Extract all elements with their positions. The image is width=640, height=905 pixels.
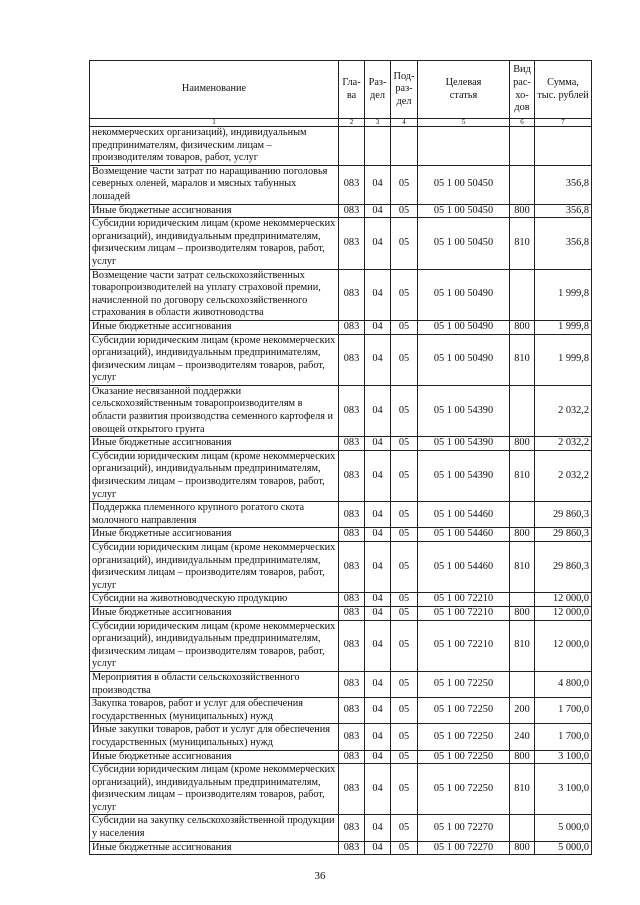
row-razdel-cell: 04 [365, 502, 391, 528]
row-target-cell: 05 1 00 54460 [418, 542, 510, 593]
table-body [90, 127, 592, 855]
row-name-cell: Субсидии юридическим лицам (кроме некоммерческих организаций), индивидуальным предпринимателям, физическим лицам – производителям товаров, работ, услуг [90, 542, 339, 593]
row-podrazdel-cell: 05 [391, 437, 418, 451]
table-row [90, 764, 592, 815]
row-sum-cell: 356,8 [535, 165, 592, 204]
row-expense-type-cell: 810 [510, 620, 535, 671]
row-glava-cell: 083 [339, 269, 365, 320]
row-name-cell: Иные закупки товаров, работ и услуг для обеспечения государственных (муниципальных) нужд [90, 724, 339, 750]
row-target-cell: 05 1 00 72250 [418, 724, 510, 750]
row-glava-cell: 083 [339, 620, 365, 671]
row-glava-cell: 083 [339, 671, 365, 697]
row-razdel-cell: 04 [365, 269, 391, 320]
row-target-cell: 05 1 00 72250 [418, 671, 510, 697]
row-target-cell: 05 1 00 72270 [418, 841, 510, 855]
row-sum-cell: 2 032,2 [535, 450, 592, 501]
row-razdel-cell: 04 [365, 450, 391, 501]
table-row [90, 385, 592, 436]
row-sum-cell: 356,8 [535, 218, 592, 269]
row-glava-cell: 083 [339, 204, 365, 218]
row-target-cell: 05 1 00 54390 [418, 450, 510, 501]
row-glava-cell: 083 [339, 815, 365, 841]
column-number: 4 [391, 119, 418, 127]
row-target-cell: 05 1 00 54390 [418, 385, 510, 436]
row-target-cell: 05 1 00 54460 [418, 502, 510, 528]
row-name-cell: Возмещение части затрат по наращиванию поголовья северных оленей, маралов и мясных табунных лошадей [90, 165, 339, 204]
row-podrazdel-cell: 05 [391, 385, 418, 436]
row-name-cell: Субсидии юридическим лицам (кроме некоммерческих организаций), индивидуальным предпринимателям, физическим лицам – производителям товаров, работ, услуг [90, 764, 339, 815]
row-glava-cell: 083 [339, 502, 365, 528]
row-expense-type-cell: 810 [510, 450, 535, 501]
header-sum: Сумма, тыс. рублей [535, 61, 592, 119]
row-sum-cell: 356,8 [535, 204, 592, 218]
row-name-cell: Возмещение части затрат сельскохозяйственных товаропроизводителей на уплату страховой премии, начисленной по договору сельскохозяйственного страхования в области животноводства [90, 269, 339, 320]
header-row [90, 61, 592, 119]
row-name-cell: Иные бюджетные ассигнования [90, 750, 339, 764]
row-razdel-cell: 04 [365, 764, 391, 815]
header-name: Наименование [90, 61, 339, 119]
row-glava-cell: 083 [339, 334, 365, 385]
row-sum-cell: 5 000,0 [535, 815, 592, 841]
row-razdel-cell: 04 [365, 750, 391, 764]
row-razdel-cell: 04 [365, 165, 391, 204]
row-podrazdel-cell [391, 127, 418, 166]
row-glava-cell: 083 [339, 165, 365, 204]
header-target-article: Целевая статья [418, 61, 510, 119]
header-podrazdel: Под- раз- дел [391, 61, 418, 119]
row-target-cell: 05 1 00 72250 [418, 750, 510, 764]
row-name-cell: Субсидии юридическим лицам (кроме некоммерческих организаций), индивидуальным предпринимателям, физическим лицам – производителям товаров, работ, услуг [90, 450, 339, 501]
row-razdel-cell: 04 [365, 204, 391, 218]
table-row [90, 724, 592, 750]
row-glava-cell: 083 [339, 606, 365, 620]
row-expense-type-cell: 810 [510, 334, 535, 385]
row-sum-cell: 29 860,3 [535, 542, 592, 593]
row-podrazdel-cell: 05 [391, 671, 418, 697]
row-podrazdel-cell: 05 [391, 841, 418, 855]
row-expense-type-cell: 810 [510, 218, 535, 269]
row-glava-cell: 083 [339, 437, 365, 451]
row-sum-cell: 12 000,0 [535, 606, 592, 620]
column-number: 7 [535, 119, 592, 127]
row-expense-type-cell [510, 593, 535, 607]
row-glava-cell: 083 [339, 320, 365, 334]
table-row [90, 606, 592, 620]
row-glava-cell: 083 [339, 750, 365, 764]
row-sum-cell: 1 999,8 [535, 320, 592, 334]
row-podrazdel-cell: 05 [391, 334, 418, 385]
row-target-cell: 05 1 00 50450 [418, 204, 510, 218]
column-number: 5 [418, 119, 510, 127]
row-expense-type-cell: 800 [510, 750, 535, 764]
row-razdel-cell: 04 [365, 620, 391, 671]
row-expense-type-cell [510, 385, 535, 436]
table-row [90, 204, 592, 218]
row-name-cell: некоммерческих организаций), индивидуальным предпринимателям, физическим лицам – производителям товаров, работ, услуг [90, 127, 339, 166]
row-expense-type-cell: 240 [510, 724, 535, 750]
row-razdel-cell: 04 [365, 437, 391, 451]
row-sum-cell: 2 032,2 [535, 437, 592, 451]
row-razdel-cell: 04 [365, 606, 391, 620]
row-target-cell: 05 1 00 72270 [418, 815, 510, 841]
row-razdel-cell [365, 127, 391, 166]
column-number: 3 [365, 119, 391, 127]
row-sum-cell [535, 127, 592, 166]
row-sum-cell: 29 860,3 [535, 528, 592, 542]
page-number: 36 [314, 870, 326, 882]
row-expense-type-cell [510, 502, 535, 528]
table-row [90, 502, 592, 528]
row-podrazdel-cell: 05 [391, 450, 418, 501]
row-target-cell [418, 127, 510, 166]
row-name-cell: Иные бюджетные ассигнования [90, 606, 339, 620]
row-razdel-cell: 04 [365, 320, 391, 334]
row-glava-cell: 083 [339, 593, 365, 607]
row-name-cell: Закупка товаров, работ и услуг для обеспечения государственных (муниципальных) нужд [90, 698, 339, 724]
table-row [90, 698, 592, 724]
table-row [90, 671, 592, 697]
row-glava-cell: 083 [339, 841, 365, 855]
row-target-cell: 05 1 00 72250 [418, 698, 510, 724]
row-podrazdel-cell: 05 [391, 204, 418, 218]
row-expense-type-cell [510, 269, 535, 320]
row-sum-cell: 5 000,0 [535, 841, 592, 855]
row-glava-cell [339, 127, 365, 166]
row-name-cell: Иные бюджетные ассигнования [90, 437, 339, 451]
row-glava-cell: 083 [339, 218, 365, 269]
table-row [90, 620, 592, 671]
row-razdel-cell: 04 [365, 698, 391, 724]
row-expense-type-cell: 800 [510, 437, 535, 451]
row-sum-cell: 12 000,0 [535, 620, 592, 671]
table-row [90, 165, 592, 204]
row-glava-cell: 083 [339, 764, 365, 815]
table-row [90, 320, 592, 334]
row-target-cell: 05 1 00 50450 [418, 218, 510, 269]
column-numbers-row [90, 119, 592, 127]
column-number: 6 [510, 119, 535, 127]
row-target-cell: 05 1 00 54390 [418, 437, 510, 451]
row-name-cell: Субсидии юридическим лицам (кроме некоммерческих организаций), индивидуальным предпринимателям, физическим лицам – производителям товаров, работ, услуг [90, 334, 339, 385]
row-razdel-cell: 04 [365, 528, 391, 542]
row-sum-cell: 2 032,2 [535, 385, 592, 436]
row-glava-cell: 083 [339, 542, 365, 593]
row-sum-cell: 3 100,0 [535, 764, 592, 815]
row-glava-cell: 083 [339, 724, 365, 750]
row-razdel-cell: 04 [365, 724, 391, 750]
table-row [90, 450, 592, 501]
row-sum-cell: 1 700,0 [535, 724, 592, 750]
row-podrazdel-cell: 05 [391, 606, 418, 620]
row-podrazdel-cell: 05 [391, 593, 418, 607]
row-expense-type-cell: 800 [510, 528, 535, 542]
row-expense-type-cell [510, 671, 535, 697]
row-expense-type-cell: 200 [510, 698, 535, 724]
row-name-cell: Иные бюджетные ассигнования [90, 528, 339, 542]
row-sum-cell: 3 100,0 [535, 750, 592, 764]
row-expense-type-cell: 800 [510, 841, 535, 855]
row-podrazdel-cell: 05 [391, 165, 418, 204]
row-glava-cell: 083 [339, 450, 365, 501]
header-razdel: Раз- дел [365, 61, 391, 119]
table-row [90, 528, 592, 542]
column-number: 1 [90, 119, 339, 127]
row-target-cell: 05 1 00 50450 [418, 165, 510, 204]
row-name-cell: Субсидии на закупку сельскохозяйственной продукции у населения [90, 815, 339, 841]
row-razdel-cell: 04 [365, 841, 391, 855]
row-name-cell: Субсидии на животноводческую продукцию [90, 593, 339, 607]
column-number: 2 [339, 119, 365, 127]
row-podrazdel-cell: 05 [391, 724, 418, 750]
row-glava-cell: 083 [339, 528, 365, 542]
table-row [90, 218, 592, 269]
row-podrazdel-cell: 05 [391, 269, 418, 320]
row-podrazdel-cell: 05 [391, 764, 418, 815]
row-podrazdel-cell: 05 [391, 502, 418, 528]
table-row [90, 127, 592, 166]
row-name-cell: Субсидии юридическим лицам (кроме некоммерческих организаций), индивидуальным предпринимателям, физическим лицам – производителям товаров, работ, услуг [90, 620, 339, 671]
row-razdel-cell: 04 [365, 671, 391, 697]
table-row [90, 815, 592, 841]
row-podrazdel-cell: 05 [391, 542, 418, 593]
row-expense-type-cell [510, 165, 535, 204]
row-target-cell: 05 1 00 72210 [418, 606, 510, 620]
row-expense-type-cell: 810 [510, 764, 535, 815]
row-sum-cell: 4 800,0 [535, 671, 592, 697]
row-podrazdel-cell: 05 [391, 528, 418, 542]
row-glava-cell: 083 [339, 698, 365, 724]
table-row [90, 593, 592, 607]
row-name-cell: Поддержка племенного крупного рогатого скота молочного направления [90, 502, 339, 528]
row-razdel-cell: 04 [365, 385, 391, 436]
row-podrazdel-cell: 05 [391, 815, 418, 841]
row-target-cell: 05 1 00 54460 [418, 528, 510, 542]
table-row [90, 750, 592, 764]
table-row [90, 542, 592, 593]
row-name-cell: Иные бюджетные ассигнования [90, 841, 339, 855]
row-podrazdel-cell: 05 [391, 320, 418, 334]
row-expense-type-cell: 800 [510, 606, 535, 620]
row-target-cell: 05 1 00 50490 [418, 269, 510, 320]
row-target-cell: 05 1 00 72210 [418, 620, 510, 671]
row-expense-type-cell: 810 [510, 542, 535, 593]
row-razdel-cell: 04 [365, 334, 391, 385]
row-target-cell: 05 1 00 72210 [418, 593, 510, 607]
row-podrazdel-cell: 05 [391, 620, 418, 671]
row-glava-cell: 083 [339, 385, 365, 436]
header-glava: Гла- ва [339, 61, 365, 119]
row-name-cell: Иные бюджетные ассигнования [90, 320, 339, 334]
row-razdel-cell: 04 [365, 815, 391, 841]
row-razdel-cell: 04 [365, 593, 391, 607]
table-row [90, 437, 592, 451]
row-expense-type-cell [510, 127, 535, 166]
row-sum-cell: 1 700,0 [535, 698, 592, 724]
row-podrazdel-cell: 05 [391, 750, 418, 764]
row-name-cell: Иные бюджетные ассигнования [90, 204, 339, 218]
row-expense-type-cell: 800 [510, 204, 535, 218]
row-sum-cell: 29 860,3 [535, 502, 592, 528]
row-sum-cell: 12 000,0 [535, 593, 592, 607]
row-name-cell: Мероприятия в области сельскохозяйственного производства [90, 671, 339, 697]
row-podrazdel-cell: 05 [391, 698, 418, 724]
row-expense-type-cell [510, 815, 535, 841]
row-name-cell: Оказание несвязанной поддержки сельскохозяйственным товаропроизводителям в области развития производства семенного картофеля и овощей открытого грунта [90, 385, 339, 436]
row-name-cell: Субсидии юридическим лицам (кроме некоммерческих организаций), индивидуальным предпринимателям, физическим лицам – производителям товаров, работ, услуг [90, 218, 339, 269]
row-expense-type-cell: 800 [510, 320, 535, 334]
table-row [90, 334, 592, 385]
row-target-cell: 05 1 00 72250 [418, 764, 510, 815]
table-row [90, 269, 592, 320]
row-podrazdel-cell: 05 [391, 218, 418, 269]
row-razdel-cell: 04 [365, 218, 391, 269]
row-sum-cell: 1 999,8 [535, 334, 592, 385]
row-sum-cell: 1 999,8 [535, 269, 592, 320]
row-target-cell: 05 1 00 50490 [418, 320, 510, 334]
budget-table [89, 60, 592, 855]
row-razdel-cell: 04 [365, 542, 391, 593]
table-row [90, 841, 592, 855]
header-expense-type: Вид рас- хо- дов [510, 61, 535, 119]
row-target-cell: 05 1 00 50490 [418, 334, 510, 385]
